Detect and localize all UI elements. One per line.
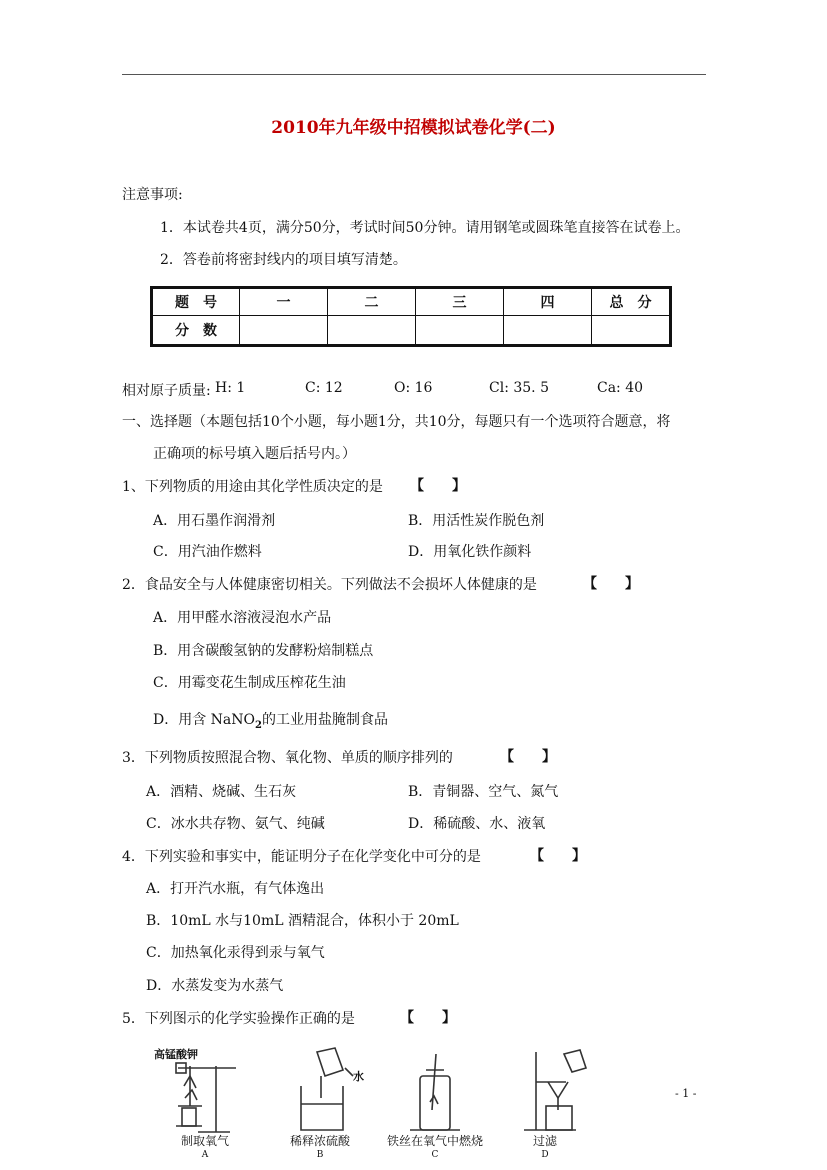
page-number: - 1 - <box>675 1087 697 1100</box>
score-cell[interactable] <box>328 316 416 345</box>
question-2-option-b: B．用含碳酸氢钠的发酵粉焙制糕点 <box>153 643 374 659</box>
question-2-option-a: A．用甲醛水溶液浸泡水产品 <box>153 610 332 626</box>
figure-b-caption: 稀释浓硫酸 <box>289 1134 350 1148</box>
atomic-mass-o: O: 16 <box>394 380 433 396</box>
question-4-option-d: D．水蒸发变为水蒸气 <box>146 978 284 994</box>
answer-bracket[interactable]: 【 】 <box>530 848 586 864</box>
atomic-mass-h: H: 1 <box>215 380 246 396</box>
answer-bracket[interactable]: 【 】 <box>500 749 556 765</box>
question-4-option-a: A．打开汽水瓶，有气体逸出 <box>146 881 325 897</box>
question-2-stem: 2．食品安全与人体健康密切相关。下列做法不会损坏人体健康的是 <box>122 577 537 593</box>
score-header-label: 题 号 <box>153 289 240 316</box>
question-5-figures <box>150 1046 600 1170</box>
answer-bracket[interactable]: 【 】 <box>410 478 466 494</box>
question-3-option-d: D．稀硫酸、水、液氧 <box>408 816 546 832</box>
atomic-mass-cl: Cl: 35. 5 <box>489 380 549 396</box>
notice-item-2: 2．答卷前将密封线内的项目填写清楚。 <box>160 252 407 268</box>
figure-b-label: 水 <box>353 1070 364 1083</box>
question-2-option-c: C．用霉变花生制成压榨花生油 <box>153 675 346 691</box>
score-cell[interactable] <box>240 316 328 345</box>
question-1-option-d: D．用氧化铁作颜料 <box>408 544 532 560</box>
atomic-mass-c: C: 12 <box>305 380 343 396</box>
figure-c-letter: C <box>431 1150 439 1160</box>
figure-b-letter: B <box>316 1150 324 1160</box>
question-4-option-b: B．10mL 水与10mL 酒精混合，体积小于 20mL <box>146 913 459 929</box>
question-3-stem: 3．下列物质按照混合物、氧化物、单质的顺序排列的 <box>122 750 453 766</box>
header-rule <box>122 74 706 75</box>
notice-item-1: 1．本试卷共4页，满分50分，考试时间50分钟。请用钢笔或圆珠笔直接答在试卷上。 <box>160 220 690 236</box>
option-d-suffix: 的工业用盐腌制食品 <box>261 712 388 728</box>
figure-b <box>265 1046 375 1170</box>
question-5-stem: 5．下列图示的化学实验操作正确的是 <box>122 1011 355 1027</box>
question-4-option-c: C．加热氧化汞得到汞与氧气 <box>146 945 325 961</box>
dilution-beaker-icon <box>265 1046 375 1136</box>
figure-a <box>150 1046 260 1170</box>
filtration-apparatus-icon <box>490 1046 600 1136</box>
page-title: 2010年九年级中招模拟试卷化学(二) <box>271 118 556 138</box>
figure-a-label: 高锰酸钾 <box>154 1048 198 1061</box>
score-header-2: 二 <box>328 289 416 316</box>
figure-d-caption: 过滤 <box>532 1134 557 1148</box>
question-1-option-a: A．用石墨作润滑剂 <box>153 513 276 529</box>
question-1-option-b: B．用活性炭作脱色剂 <box>408 513 545 529</box>
section-1-heading-cont: 正确项的标号填入题后括号内。） <box>153 446 356 462</box>
question-3-option-a: A．酒精、烧碱、生石灰 <box>146 784 297 800</box>
figure-c <box>380 1046 490 1170</box>
figure-c-caption: 铁丝在氧气中燃烧 <box>386 1134 483 1148</box>
question-3-option-c: C．冰水共存物、氨气、纯碱 <box>146 816 325 832</box>
question-1-stem: 1、下列物质的用途由其化学性质决定的是 <box>122 479 383 495</box>
option-d-prefix: D．用含 NaNO <box>153 712 255 728</box>
figure-a-caption: 制取氧气 <box>180 1134 229 1148</box>
nano2-subscript: 2 <box>255 720 262 731</box>
score-row-label: 分 数 <box>153 316 240 345</box>
question-2-option-d <box>153 709 388 731</box>
section-1-heading: 一、选择题（本题包括10个小题，每小题1分，共10分，每题只有一个选项符合题意，将 <box>122 414 671 430</box>
answer-bracket[interactable]: 【 】 <box>400 1010 456 1026</box>
score-header-total: 总 分 <box>592 289 670 316</box>
figure-d <box>490 1046 600 1170</box>
score-header-1: 一 <box>240 289 328 316</box>
atomic-mass-ca: Ca: 40 <box>597 380 644 396</box>
score-header-4: 四 <box>504 289 592 316</box>
answer-bracket[interactable]: 【 】 <box>583 576 639 592</box>
score-cell[interactable] <box>504 316 592 345</box>
score-cell[interactable] <box>592 316 670 345</box>
figure-d-letter: D <box>541 1150 549 1160</box>
question-3-option-b: B．青铜器、空气、氮气 <box>408 784 559 800</box>
atomic-mass-label: 相对原子质量: <box>122 383 211 399</box>
question-4-stem: 4．下列实验和事实中，能证明分子在化学变化中可分的是 <box>122 849 481 865</box>
figure-a-letter: A <box>201 1150 209 1160</box>
score-header-3: 三 <box>416 289 504 316</box>
score-table <box>150 286 672 347</box>
iron-wire-combustion-icon <box>380 1046 490 1136</box>
score-cell[interactable] <box>416 316 504 345</box>
notice-heading: 注意事项: <box>122 187 183 203</box>
question-1-option-c: C．用汽油作燃料 <box>153 544 262 560</box>
